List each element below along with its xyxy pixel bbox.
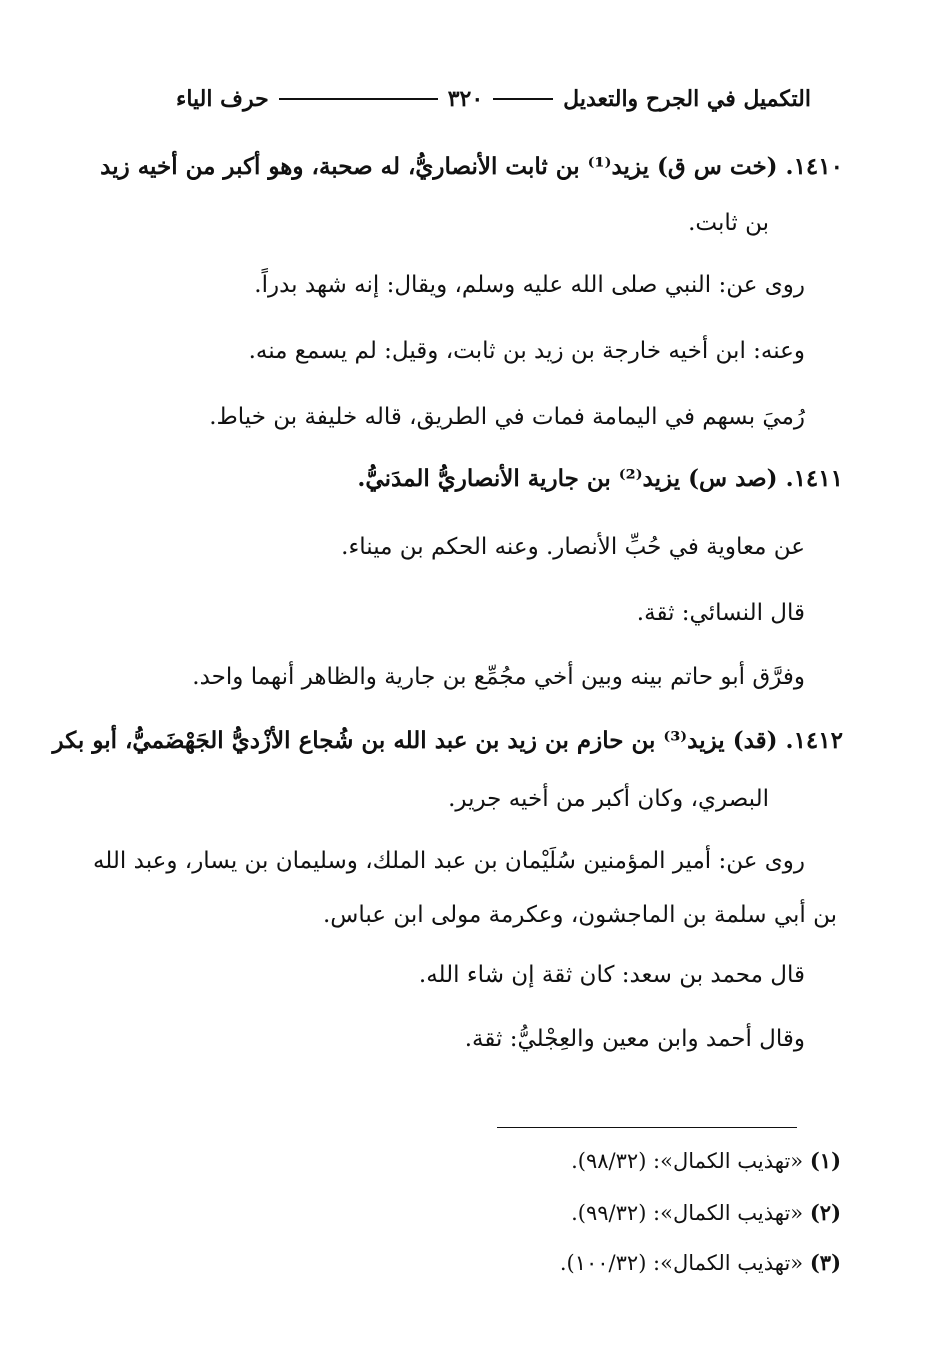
header-rule — [493, 98, 553, 100]
entry-1410-narrators: وعنه: ابن أخيه خارجة بن زيد بن ثابت، وقيل: لم يسمع منه. — [248, 338, 805, 364]
footnote-number: (٢) — [809, 1200, 841, 1225]
entry-1411-grading: قال النسائي: ثقة. — [636, 600, 805, 626]
footnote-text: «تهذيب الكمال»: (٩٨/٣٢). — [571, 1149, 804, 1173]
page-number: ٣٢٠ — [447, 86, 484, 112]
entry-1411-note: وفرَّق أبو حاتم بينه وبين أخي مجُمِّع بن جارية والظاهر أنهما واحد. — [192, 664, 805, 690]
entry-1410-continuation: بن ثابت. — [688, 210, 769, 236]
header-rule — [279, 98, 438, 100]
entry-1412-narrated-from: روى عن: أمير المؤمنين سُلَيْمان بن عبد الملك، وسليمان بن يسار، وعبد الله — [92, 848, 805, 874]
entry-1412-heading: ١٤١٢. (قد) يزيد⁽³⁾ بن حازم بن زيد بن عبد الله بن شُجاع الأزْديُّ الجَهْضَميُّ، أبو بكر — [52, 727, 843, 754]
footnote-text: «تهذيب الكمال»: (٩٩/٣٢). — [571, 1201, 804, 1225]
footnote-number: (٣) — [809, 1250, 841, 1275]
footnote-separator — [497, 1127, 797, 1128]
footnote-text: «تهذيب الكمال»: (١٠٠/٣٢). — [559, 1251, 804, 1275]
entry-1410-heading: ١٤١٠. (خت س ق) يزيد⁽¹⁾ بن ثابت الأنصاريُّ، له صحبة، وهو أكبر من أخيه زيد — [100, 153, 843, 180]
running-header — [176, 82, 811, 116]
entry-1410-narrated-from: روى عن: النبي صلى الله عليه وسلم، ويقال: إنه شهد بدراً. — [254, 272, 805, 298]
footnote-3 — [560, 1248, 841, 1278]
entry-1412-grading-ibn-saad: قال محمد بن سعد: كان ثقة إن شاء الله. — [418, 962, 805, 988]
entry-1412-narrated-from-cont: بن أبي سلمة بن الماجشون، وعكرمة مولى ابن عباس. — [322, 902, 837, 928]
entry-1412-grading-others: وقال أحمد وابن معين والعِجْليُّ: ثقة. — [464, 1026, 805, 1052]
book-title: التكميل في الجرح والتعديل — [563, 86, 811, 112]
section-title: حرف الياء — [176, 86, 269, 112]
footnote-number: (١) — [809, 1148, 841, 1173]
entry-1412-continuation: البصري، وكان أكبر من أخيه جرير. — [448, 786, 769, 812]
entry-1411-heading: ١٤١١. (صد س) يزيد⁽²⁾ بن جارية الأنصاريُّ المدَنيُّ. — [357, 465, 843, 492]
footnote-1 — [571, 1146, 841, 1176]
entry-1411-narration: عن معاوية في حُبِّ الأنصار. وعنه الحكم بن ميناء. — [341, 534, 805, 560]
entry-1410-death: رُميَ بسهم في اليمامة فمات في الطريق، قاله خليفة بن خياط. — [209, 404, 805, 430]
footnote-2 — [571, 1198, 841, 1228]
